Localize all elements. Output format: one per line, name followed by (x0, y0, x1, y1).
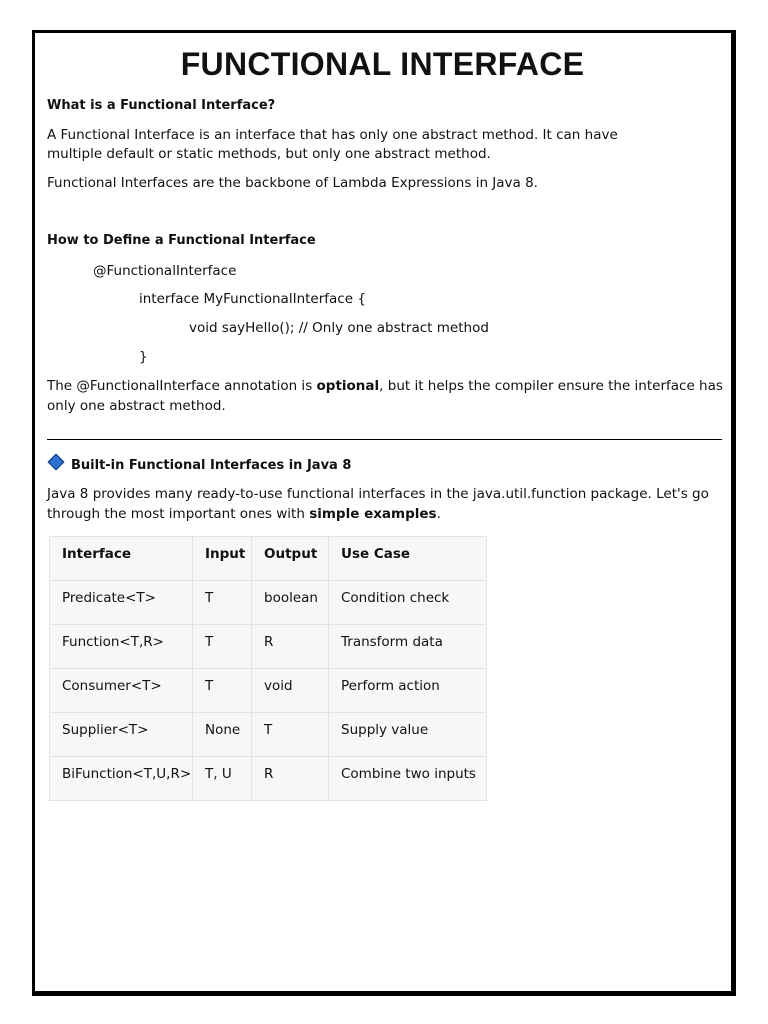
definition-line-1: A Functional Interface is an interface that has only one abstract method. It can have (47, 127, 618, 143)
intro-line2-bold: simple examples (309, 506, 437, 522)
section-heading-builtin (47, 457, 351, 475)
table-row (50, 669, 487, 713)
table-cell: boolean (252, 581, 329, 625)
table-cell: T (193, 669, 252, 713)
annotation-note-bold: optional (316, 378, 380, 394)
builtin-heading-text: Built-in Functional Interfaces in Java 8 (71, 458, 352, 473)
intro-line2-prefix: through the most important ones with (47, 506, 310, 522)
table-cell: T (193, 625, 252, 669)
section-divider (47, 439, 722, 440)
code-closing-brace: } (139, 349, 148, 365)
table-cell: T (193, 581, 252, 625)
backbone-statement: Functional Interfaces are the backbone of Lambda Expressions in Java 8. (47, 175, 538, 191)
table-row (50, 713, 487, 757)
code-method-line: void sayHello(); // Only one abstract method (189, 320, 489, 336)
table-cell: Predicate<T> (50, 581, 193, 625)
section-heading-how-to-define: How to Define a Functional Interface (47, 233, 316, 248)
table-cell: Combine two inputs (329, 757, 487, 801)
annotation-note-line-2: only one abstract method. (47, 398, 226, 414)
annotation-note-prefix: The @FunctionalInterface annotation is (47, 378, 317, 394)
functional-interfaces-table (49, 536, 487, 801)
definition-line-2: multiple default or static methods, but only one abstract method. (47, 146, 491, 162)
table-cell: Condition check (329, 581, 487, 625)
code-annotation-line: @FunctionalInterface (93, 263, 237, 279)
table-cell: BiFunction<T,U,R> (50, 757, 193, 801)
table-cell: R (252, 625, 329, 669)
section-heading-what-is: What is a Functional Interface? (47, 98, 276, 113)
table-cell: Perform action (329, 669, 487, 713)
table-cell: void (252, 669, 329, 713)
table-cell: Transform data (329, 625, 487, 669)
table-header-cell: Interface (50, 537, 193, 581)
intro-line2-suffix: . (436, 506, 441, 522)
table-cell: R (252, 757, 329, 801)
table-cell: Supplier<T> (50, 713, 193, 757)
page-title: FUNCTIONAL INTERFACE (180, 46, 585, 82)
table-row (50, 757, 487, 801)
table-cell: T (252, 713, 329, 757)
table-cell: T, U (193, 757, 252, 801)
table-row (50, 581, 487, 625)
table-cell: Supply value (329, 713, 487, 757)
table-row (50, 625, 487, 669)
table-header-row (50, 537, 487, 581)
code-interface-declaration: interface MyFunctionalInterface { (139, 291, 366, 307)
table-header-cell: Input (193, 537, 252, 581)
blue-diamond-icon (48, 454, 65, 471)
table-header-cell: Output (252, 537, 329, 581)
builtin-intro-line-2 (47, 505, 441, 525)
annotation-note-suffix: , but it helps the compiler ensure the interface has (379, 378, 723, 394)
table-cell: None (193, 713, 252, 757)
table-cell: Function<T,R> (50, 625, 193, 669)
annotation-note-line-1 (47, 377, 723, 397)
table-header-cell: Use Case (329, 537, 487, 581)
builtin-intro-line-1: Java 8 provides many ready-to-use functional interfaces in the java.util.function package. Let's go (47, 486, 709, 502)
table-cell: Consumer<T> (50, 669, 193, 713)
